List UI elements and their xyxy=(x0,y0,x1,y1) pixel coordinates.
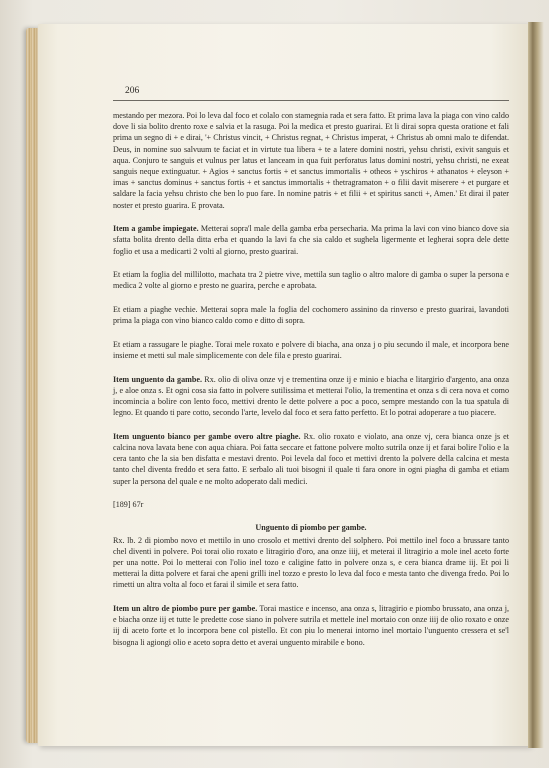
paragraph-5 xyxy=(113,339,509,361)
section-title: Unguento di piombo per gambe. xyxy=(255,523,367,533)
paragraph-text: Rx. lb. 2 di piombo novo et mettilo in uno crosolo et mettivi drento del solphero. Poi mettilo inel foco a brussare tanto chel diventi in polvere. Poi torai olio roxato e litragirio d'oro, ana onze iiij, et meterai il litragirio a mole inel aceto forte per una notte. Poi lo metterai con l'olio inel tozo e caligine fatto in polvere onza s, e cera bianca drame iij. Et poi li metterai la ditta polvere et farai che apeni grilli inel tozzo e presto lo leva dal foco e mesta tanto che divenga fredo. Poi lo rimetti un altra volta al foco et farai il simile et sera fatto. xyxy=(113,535,509,590)
paragraph-1 xyxy=(113,110,509,211)
paragraph-text: Torai mastice e incenso, ana onza s, litragirio e piombo brussato, ana onza j, e biacha onze iij et tutte le predette cose siano in polvere sutrila et mettele inel mortaio con onze iiij de olio roxato e onze iij di aceto forte et lo incorpora bene col pistello. Et con piu lo menerai intorno inel mortaio l'unguento cressera et se'l bisogna li agiongi olio e aceto sopra detto et averai unguento mirabile e bono. xyxy=(113,604,509,647)
paragraph-heading: Item a gambe impiegate. xyxy=(113,224,199,234)
paragraph-heading: Item unguento bianco per gambe overo altre piaghe. xyxy=(113,431,301,441)
paragraph-text: Et etiam a rassugare le piaghe. Torai mele roxato e polvere di biacha, ana onza j o piu secundo il male, et incorpora bene insieme et metti sul male simplicemente con dele fila e presto guarirai. xyxy=(113,339,509,361)
folio-reference: [189] 67r xyxy=(113,500,144,510)
paragraph-text: Rx. olio di oliva onze vj e trementina onze ij e minio e biacha e litargirio d'argento, ana onza j, e aloe onza s. Et ogni cosa sia fatto in polvere sutilissima et metterai l'olio, la trementina et onza s di cera nova et como incomincia a bolire con lento foco, mettivi drento le dette polvere a poc a poco, sempre mestando con la tua spatula di legno. Et quando ti pare cotto, secondo l'arte, levelo dal foco et sera fatto perfetto. Et lo potrai adoperare a tuo piacere. xyxy=(113,374,509,418)
paragraph-text: Rx. olio roxato e violato, ana onze vj, cera bianca onze js et calcina nova lavata bene con aqua chiara. Poi fatta seccare et fattone polvere molto sutrila onze ij et farai bolire l'olio e la cera tanto che la sia ben disfatta e mestavi drento. Poi levela dal foco et mettivi drento la polvere della calcina et mesta tanto chel diventa freddo et sera fatto. E serbalo ali tuoi bisogni il quale ti fara onore in ogni piagha di gamba et etiam super la persona del quale e ne molto adoperato dali medici. xyxy=(113,431,510,486)
paragraph-3 xyxy=(113,269,509,291)
book-spine-shadow xyxy=(528,22,544,748)
paragraph-heading: Item unguento da gambe. xyxy=(113,374,202,384)
page-content xyxy=(113,110,509,660)
paragraph-text: mestando per mezora. Poi lo leva dal foco et colalo con stamegnia rada et sera fatto. Et prima lava la piaga con vino caldo dove li sia bolito drento roxe e salvia et la rasuga. Poi la medica et presto guarirai. Et li dirai sopra questa oratione et fali prima un segno di + e dirai, '+ Christus vincit, + Christus regnat, + Christus imperat, + Christus ab omni malo te difendat. Deus, in nomine suo salvuum te faciat et in virtute tua libera + te a latere domini nostri, yehsu christi, exivit sanguis et aqua. Conjuro te sanguis et vulnus per latus et lanceam in qua fuit perforatus latus domini nostri, yehsu christi, ne exeat sanguis neque extinguatur. + Agios + sanctus fortis + et sanctus immortalis + otheos + yschiros + athanatos + eleyson + imas + sanctus dominus + sanctus fortis + et sanctus immortalis + thetragramaton + o filii davit miserere + et purgare et saldare la facia yehsu christo che ben lo puo fare. In nomine patris + et filii + et spiritus sancti +, Amen.' Et dirai il pater noster et presto guarira. E provata. xyxy=(113,111,509,210)
page-number: 206 xyxy=(125,86,140,96)
paragraph-text: Et etiam a piaghe vechie. Metterai sopra male la foglia del cochomero assinino da rinverso e presto guarirai, lavandoti prima la piaga con vino bianco caldo como e ditto di sopra. xyxy=(113,305,509,326)
section-paragraph-1 xyxy=(113,535,509,591)
paragraph-heading: Item un altro de piombo pure per gambe. xyxy=(113,604,258,614)
paragraph-2 xyxy=(113,223,509,257)
paragraph-4 xyxy=(113,304,509,326)
header-rule xyxy=(113,100,509,101)
paragraph-text: Et etiam la foglia del millilotto, machata tra 2 pietre vive, mettila sun taglio o altro malore di gamba o super la persona e medica 2 volte al giorno e presto ne guarira, perche e aprobata. xyxy=(113,270,509,291)
paragraph-7 xyxy=(113,431,509,487)
section-paragraph-2 xyxy=(113,603,509,648)
paragraph-text: Metterai sopra'l male della gamba erba persecharia. Ma prima la lavi con vino bianco dove sia sfatta bolita drento della ditta erba et quando la lavi fa che sia caldo et sughela ligermente et legherai sopra dele dette foglio et usa a medicarti 2 volti al giorno, presto guarirai. xyxy=(113,224,509,256)
paragraph-6 xyxy=(113,374,509,419)
